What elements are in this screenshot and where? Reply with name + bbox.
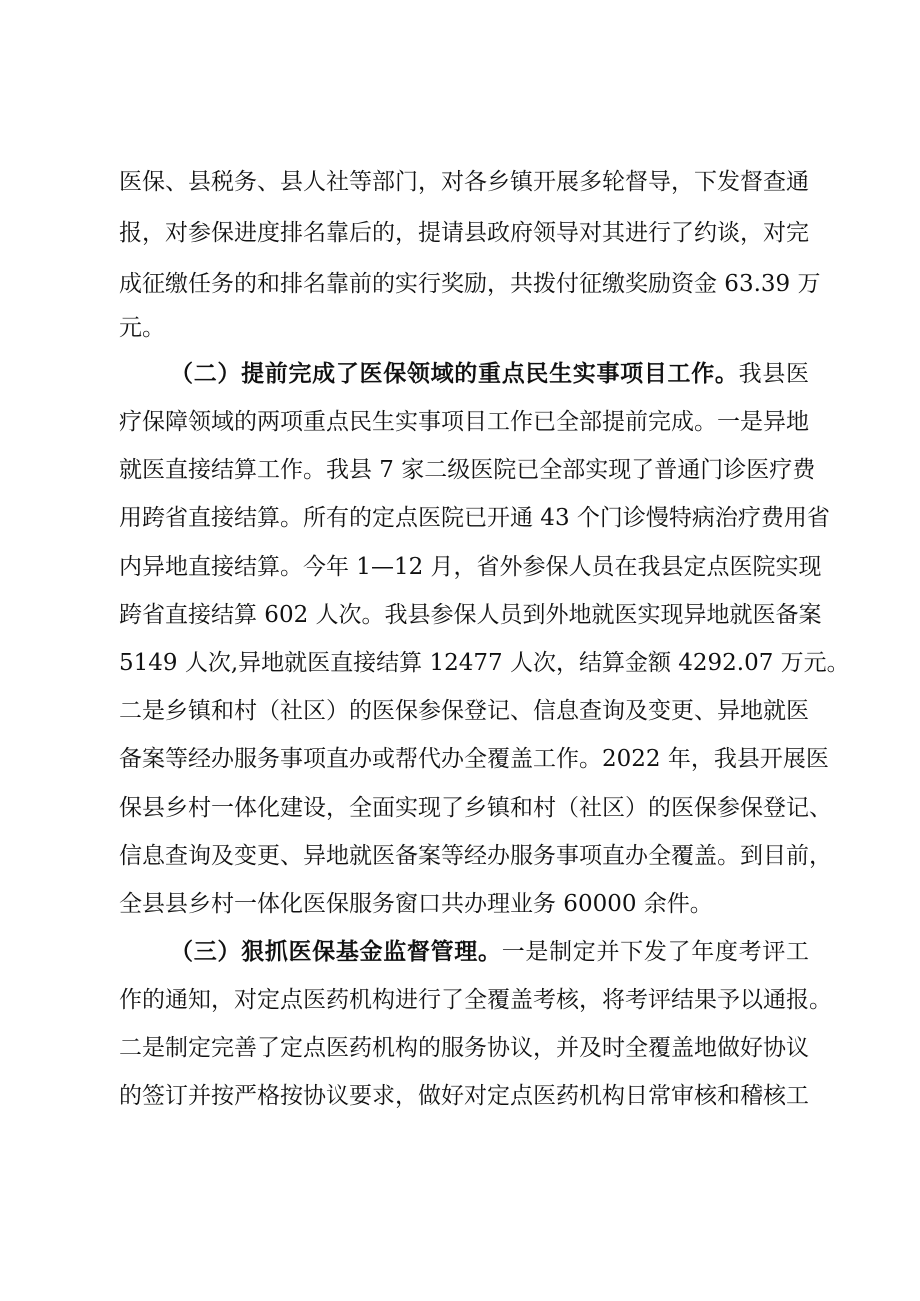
text-line: 全县县乡村一体化医保服务窗口共办理业务 60000 余件。 — [119, 891, 713, 917]
text-line: 医保、县税务、县人社等部门，对各乡镇开展多轮督导，下发督查通 — [119, 169, 809, 195]
text-line: 用跨省直接结算。所有的定点医院已开通 43 个门诊慢特病治疗费用省 — [119, 505, 830, 531]
section-2-first-line-rest: 我县医 — [738, 361, 810, 387]
text-line: 备案等经办服务事项直办或帮代办全覆盖工作。2022 年，我县开展医 — [119, 746, 829, 772]
section-2-heading: （二）提前完成了医保领域的重点民生实事项目工作。 — [170, 360, 739, 387]
section-3-heading: （三）狠抓医保基金监督管理。 — [170, 938, 502, 965]
text-line: 信息查询及变更、异地就医备案等经办服务事项直办全覆盖。到目前， — [119, 843, 832, 869]
text-line: 的签订并按严格按协议要求，做好对定点医药机构日常审核和稽核工 — [119, 1083, 809, 1109]
section-3-first-line-rest: 一是制定并下发了年度考评工 — [501, 939, 810, 965]
text-line: 二是乡镇和村（社区）的医保参保登记、信息查询及变更、异地就医 — [119, 698, 809, 724]
text-line: 跨省直接结算 602 人次。我县参保人员到外地就医实现异地就医备案 — [119, 602, 822, 628]
text-line: 成征缴任务的和排名靠前的实行奖励，共拨付征缴奖励资金 63.39 万 — [119, 271, 821, 297]
section-2-first-line — [170, 356, 809, 392]
text-line: 保县乡村一体化建设，全面实现了乡镇和村（社区）的医保参保登记、 — [119, 795, 832, 821]
text-line: 作的通知，对定点医药机构进行了全覆盖考核，将考评结果予以通报。 — [119, 987, 832, 1013]
text-line: 5149 人次,异地就医直接结算 12477 人次，结算金额 4292.07 万元。 — [119, 650, 850, 676]
text-line: 元。 — [119, 315, 165, 341]
section-3-first-line — [170, 934, 809, 970]
text-line: 就医直接结算工作。我县 7 家二级医院已全部实现了普通门诊医疗费 — [119, 457, 816, 483]
text-line: 内异地直接结算。今年 1—12 月，省外参保人员在我县定点医院实现 — [119, 554, 822, 580]
text-line: 疗保障领域的两项重点民生实事项目工作已全部提前完成。一是异地 — [119, 409, 809, 435]
text-line: 二是制定完善了定点医药机构的服务协议，并及时全覆盖地做好协议 — [119, 1035, 809, 1061]
text-line: 报，对参保进度排名靠后的，提请县政府领导对其进行了约谈，对完 — [119, 220, 809, 246]
